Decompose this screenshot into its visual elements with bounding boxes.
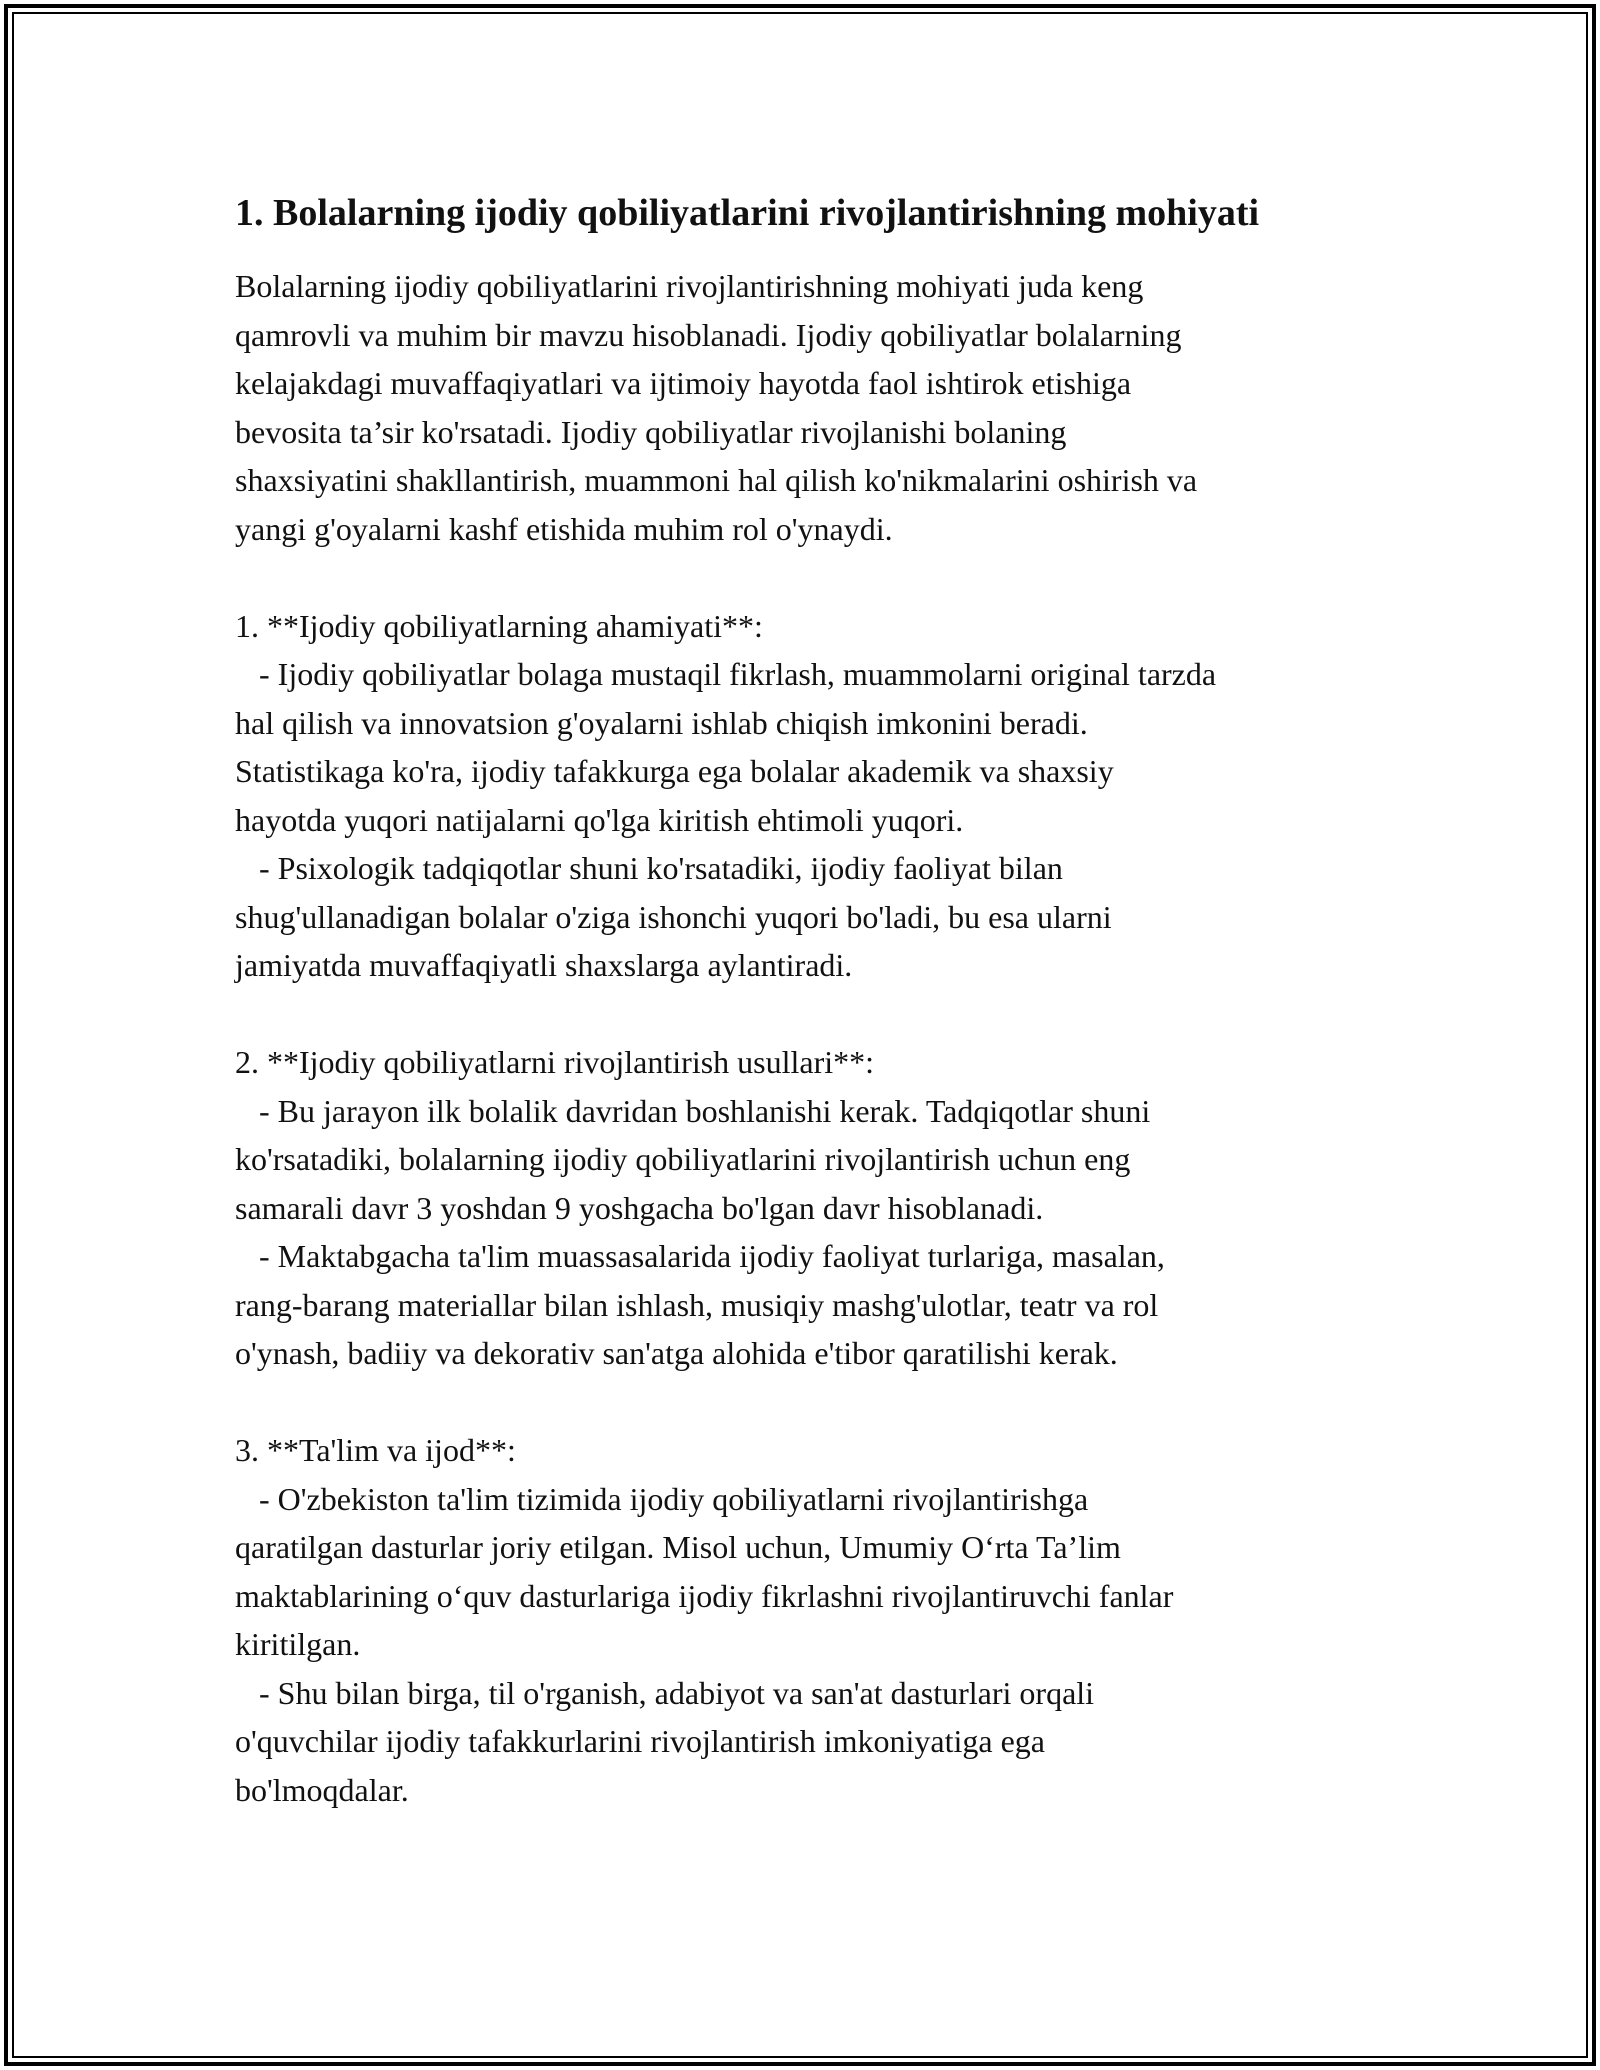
document-body: Bolalarning ijodiy qobiliyatlarini rivojlantirishning mohiyati juda keng qamrovli va muhim bir mavzu hisoblanadi. Ijodiy qobiliyatlar bolalarning kelajakdagi muvaffaqiyatlari va ijtimoiy hayotda faol ishtirok etishiga bevosita ta’sir ko'rsatadi. Ijodiy qobiliyatlar rivojlanishi bolaning shaxsiyatini shakllantirish, muammoni hal qilish ko'nikmalarini oshirish va yangi g'oyalarni kashf etishida muhim rol o'ynaydi. 1. **Ijodiy qobiliyatlarning ahamiyati**: - Ijodiy qobiliyatlar bolaga mustaqil fikrlash, muammolarni original tarzda hal qilish va innovatsion g'oyalarni ishlab chiqish imkonini beradi. Statistikaga ko'ra, ijodiy tafakkurga ega bolalar akademik va shaxsiy hayotda yuqori natijalarni qo'lga kiritish ehtimoli yuqori. - Psixologik tadqiqotlar shuni ko'rsatadiki, ijodiy faoliyat bilan shug'ullanadigan bolalar o'ziga ishonchi yuqori bo'ladi, bu esa ularni jamiyatda muvaffaqiyatli shaxslarga aylantiradi. 2. **Ijodiy qobiliyatlarni rivojlantirish usullari**: - Bu jarayon ilk bolalik davridan boshlanishi kerak. Tadqiqotlar shuni ko'rsatadiki, bolalarning ijodiy qobiliyatlarini rivojlantirish uchun eng samarali davr 3 yoshdan 9 yoshgacha bo'lgan davr hisoblanadi. - Maktabgacha ta'lim muassasalarida ijodiy faoliyat turlariga, masalan, rang-barang materiallar bilan ishlash, musiqiy mashg'ulotlar, teatr va rol o'ynash, badiiy va dekorativ san'atga alohida e'tibor qaratilishi kerak. 3. **Ta'lim va ijod**: - O'zbekiston ta'lim tizimida ijodiy qobiliyatlarni rivojlantirishga qaratilgan dasturlar joriy etilgan. Misol uchun, Umumiy O‘rta Ta’lim maktablarining o‘quv dasturlariga ijodiy fikrlashni rivojlantiruvchi fanlar kiritilgan. - Shu bilan birga, til o'rganish, adabiyot va san'at dasturlari orqali o'quvchilar ijodiy tafakkurlarini rivojlantirish imkoniyatiga ega bo'lmoqdalar. — [235, 268, 1217, 1808]
document-title: 1. Bolalarning ijodiy qobiliyatlarini rivojlantirishning mohiyati — [235, 192, 1260, 234]
document-page — [235, 186, 1415, 1814]
